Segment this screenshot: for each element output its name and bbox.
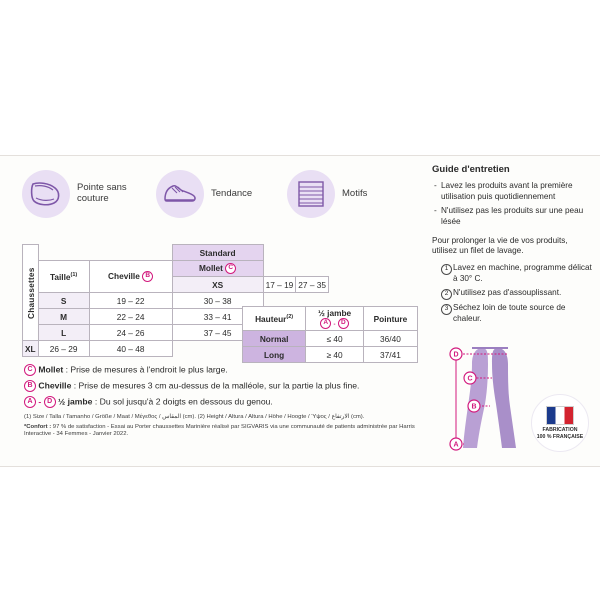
french-flag-icon (546, 406, 574, 425)
left-column (14, 164, 418, 458)
svg-text:D: D (453, 351, 459, 359)
table-row: XS 17 – 19 27 – 35 (23, 277, 329, 293)
height-header: Hauteur$^{(2)}$ (243, 307, 306, 331)
measurement-legend (24, 364, 422, 412)
table-row: Normal ≤ 40 36/40 (243, 331, 418, 347)
feature-label: Pointe sans couture (77, 182, 127, 204)
care-guide-title: Guide d'entretien (432, 164, 510, 175)
feature-trendy (156, 170, 281, 218)
sneaker-icon (156, 170, 204, 218)
step-number: 2 (441, 289, 452, 300)
table-row: XL 26 – 29 40 – 48 (23, 341, 329, 357)
list-item: - N'utilisez pas les produits sur une peau lésée (441, 206, 592, 227)
footnotes (24, 414, 422, 441)
calf-header: Mollet C (172, 261, 263, 277)
height-table (242, 306, 418, 363)
legend-item: A - D ½ jambe : Du sol jusqu'à 2 doigts en dessous du genou. (24, 396, 422, 408)
table-row: L 24 – 26 37 – 45 (23, 325, 329, 341)
svg-text:B: B (471, 403, 477, 411)
list-item: 2 N'utilisez pas d'assouplissant. (441, 288, 592, 299)
leg-measurement-diagram (430, 344, 595, 456)
made-in-line-2: 100 % FRANÇAISE (536, 433, 584, 440)
size-header: Taille$^{(1)}$ (38, 261, 89, 293)
care-steps (432, 263, 592, 324)
step-number: 1 (441, 264, 452, 275)
made-in-line-1: FABRICATION (542, 427, 578, 433)
shoe-header: Pointure (363, 307, 417, 331)
feature-seamless-toe (22, 170, 150, 218)
feature-label: Tendance (211, 187, 253, 199)
care-bullets (432, 181, 592, 228)
calf-badge-icon: C (24, 364, 36, 376)
ankle-badge-icon: B (142, 271, 153, 282)
table-row: S 19 – 22 30 – 38 (23, 293, 329, 309)
care-lead-text: Pour prolonger la vie de vos produits, utilisez un filet de lavage. (432, 235, 568, 256)
product-size-guide-sheet (0, 155, 600, 467)
footnote-1: (1) Size / Talla / Tamanho / Größe / Maat / Μέγεθος / المقاس (cm). (2) Height / Altura / Altura / Höhe / Hoogte / Ύψος / الارتفاع (cm). (24, 414, 365, 420)
seamless-toe-icon (22, 170, 70, 218)
size-table-group-header: Standard (172, 245, 263, 261)
feature-label: Motifs (342, 187, 368, 199)
list-item: 1 Lavez en machine, programme délicat à 30° C. (441, 263, 592, 284)
a-badge-icon: A (24, 396, 36, 408)
footnote-2: *Confort : 97 % de satisfaction - Essai au Porter chaussettes Marinière réalisé par SIGVARIS via une communauté de patients administrée par Harris Interactive - 34 Femmes - Janvier 2022. (24, 423, 415, 438)
feature-pictograms (22, 170, 418, 218)
step-number: 3 (441, 304, 452, 315)
halfleg-header: ½ jambe A - D (306, 307, 364, 331)
size-table-row-label: Chaussettes (23, 245, 39, 341)
patterns-icon (287, 170, 335, 218)
table-row: M 22 – 24 33 – 41 (23, 309, 329, 325)
svg-text:C: C (467, 375, 473, 383)
legend-item: B Cheville : Prise de mesures 3 cm au-dessus de la malléole, sur la partie la plus fine. (24, 380, 422, 392)
halfleg-badges: A - D (308, 318, 361, 329)
ankle-header: Cheville B (89, 261, 172, 293)
list-item: 3 Séchez loin de toute source de chaleur. (441, 303, 592, 324)
svg-text:A: A (453, 441, 459, 449)
table-row: Long ≥ 40 37/41 (243, 347, 418, 363)
calf-badge-icon: C (225, 263, 236, 274)
legend-item: C Mollet : Prise de mesures à l'endroit le plus large. (24, 364, 422, 376)
ankle-badge-icon: B (24, 380, 36, 392)
made-in-france-badge (531, 394, 589, 452)
feature-patterns (287, 170, 367, 218)
list-item: - Lavez les produits avant la première utilisation puis quotidiennement (441, 181, 592, 202)
d-badge-icon: D (44, 396, 56, 408)
